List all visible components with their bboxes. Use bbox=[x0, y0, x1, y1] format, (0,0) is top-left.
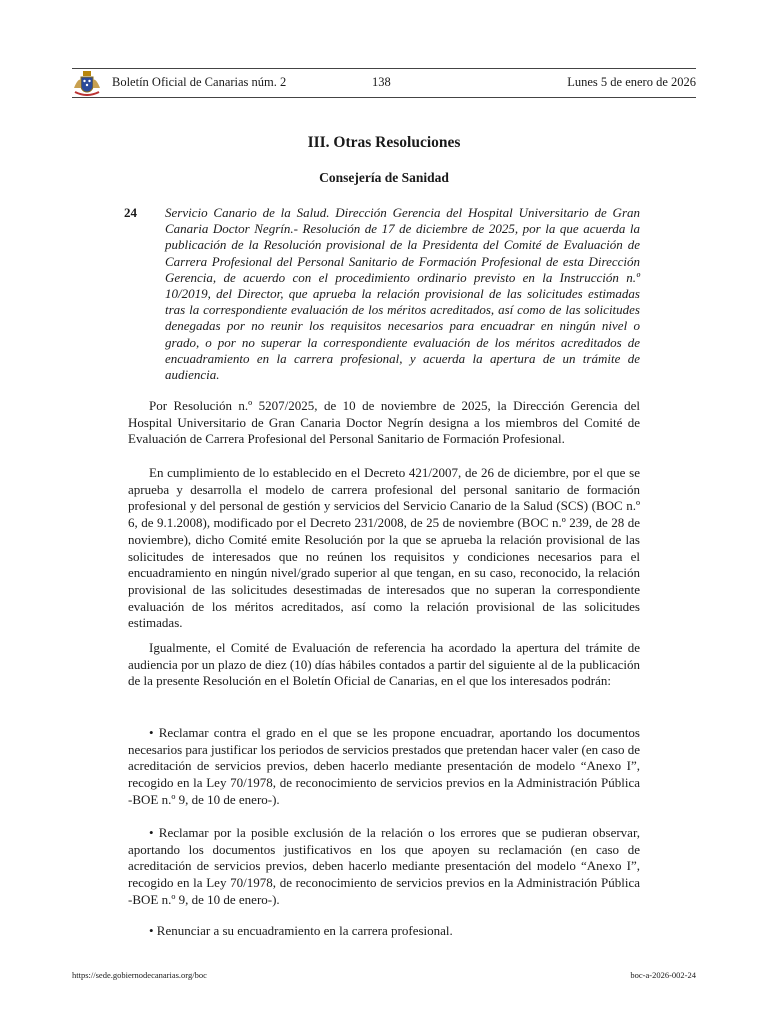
canarias-coat-of-arms-icon bbox=[72, 70, 102, 96]
publication-date: Lunes 5 de enero de 2026 bbox=[567, 75, 696, 89]
paragraph-hearing: Igualmente, el Comité de Evaluación de referencia ha acordado la apertura del trámite de audiencia por un plazo de diez (10) días hábiles contados a partir del siguiente al de la publicación de la presente Resolución en el Boletín Oficial de Canarias, en el que los interesados podrán: bbox=[128, 640, 640, 689]
paragraph-designation: Por Resolución n.º 5207/2025, de 10 de noviembre de 2025, la Dirección Gerencia del Hospital Universitario de Gran Canaria Doctor Negrín designa a los miembros del Comité de Evaluación de Carrera Profesional del Personal Sanitario de Formación Profesional. bbox=[128, 398, 640, 447]
page-header bbox=[72, 68, 696, 98]
department-title: Consejería de Sanidad bbox=[319, 170, 449, 185]
bullet-claim-exclusion: • Reclamar por la posible exclusión de la relación o los errores que se pudieran observar, aportando los documentos justificativos en los que apoyen su reclamación (en caso de acreditación de servicios previos, deben hacerlo mediante presentación del modelo “Anexo I”, recogido en la Ley 70/1978, de reconocimiento de servicios previos en la Administración Pública -BOE n.º 9, de 10 de enero-). bbox=[128, 825, 640, 907]
paragraph-compliance: En cumplimiento de lo establecido en el Decreto 421/2007, de 26 de diciembre, por el que se aprueba y desarrolla el modelo de carrera profesional del personal sanitario de formación profesional y del personal de gestión y servicios del Servicio Canario de la Salud (SCS) (BOC n.º 6, de 9.1.2008), modificado por el Decreto 231/2008, de 25 de noviembre (BOC n.º 239, de 28 de noviembre), dicho Comité emite Resolución por la que se aprueba la relación provisional de las solicitudes de interesados que no reúnen los requisitos y condiciones necesarios para el encuadramiento en ningún nivel/grado superior al que tengan, en su caso, reconocido, la relación provisional de las solicitudes desestimadas de interesados que no superan la correspondiente evaluación de los méritos acreditados, así como la relación provisional de las solicitudes estimadas. bbox=[128, 465, 640, 631]
item-number: 24 bbox=[124, 205, 137, 220]
bullet-claim-grade: • Reclamar contra el grado en el que se les propone encuadrar, aportando los documentos necesarios para justificar los periodos de servicios prestados que pretendan hacer valer (en caso de acreditación de servicios previos, deben hacerlo mediante presentación de modelo “Anexo I”, recogido en la Ley 70/1978, de reconocimiento de servicios previos en la Administración Pública -BOE n.º 9, de 10 de enero-). bbox=[128, 725, 640, 807]
publication-title: Boletín Oficial de Canarias núm. 2 bbox=[112, 75, 287, 89]
page-number: 138 bbox=[372, 75, 391, 89]
section-title: III. Otras Resoluciones bbox=[307, 134, 461, 151]
item-summary: Servicio Canario de la Salud. Dirección Gerencia del Hospital Universitario de Gran Canaria Doctor Negrín.- Resolución de 17 de diciembre de 2025, por la que acuerda la publicación de la Resolución provisional de la Presidenta del Comité de Evaluación de Carrera Profesional del Personal Sanitario de Formación Profesional de esta Dirección Gerencia, de acuerdo con el procedimiento ordinario previsto en la Instrucción n.º 10/2019, del Director, que aprueba la relación provisional de las solicitudes estimadas tras la correspondiente evaluación de los méritos acreditados, así como de las solicitudes denegadas por no reunir los requisitos necesarios para encuadrar en ningún nivel o grado, o por no superar la correspondiente evaluación de los méritos acreditados de encuadramiento en la carrera profesional, y acuerda la apertura de un trámite de audiencia. bbox=[165, 205, 640, 383]
footer-url[interactable]: https://sede.gobiernodecanarias.org/boc bbox=[72, 970, 207, 980]
footer-code: boc-a-2026-002-24 bbox=[630, 970, 696, 980]
bullet-renounce: • Renunciar a su encuadramiento en la carrera profesional. bbox=[149, 923, 453, 938]
